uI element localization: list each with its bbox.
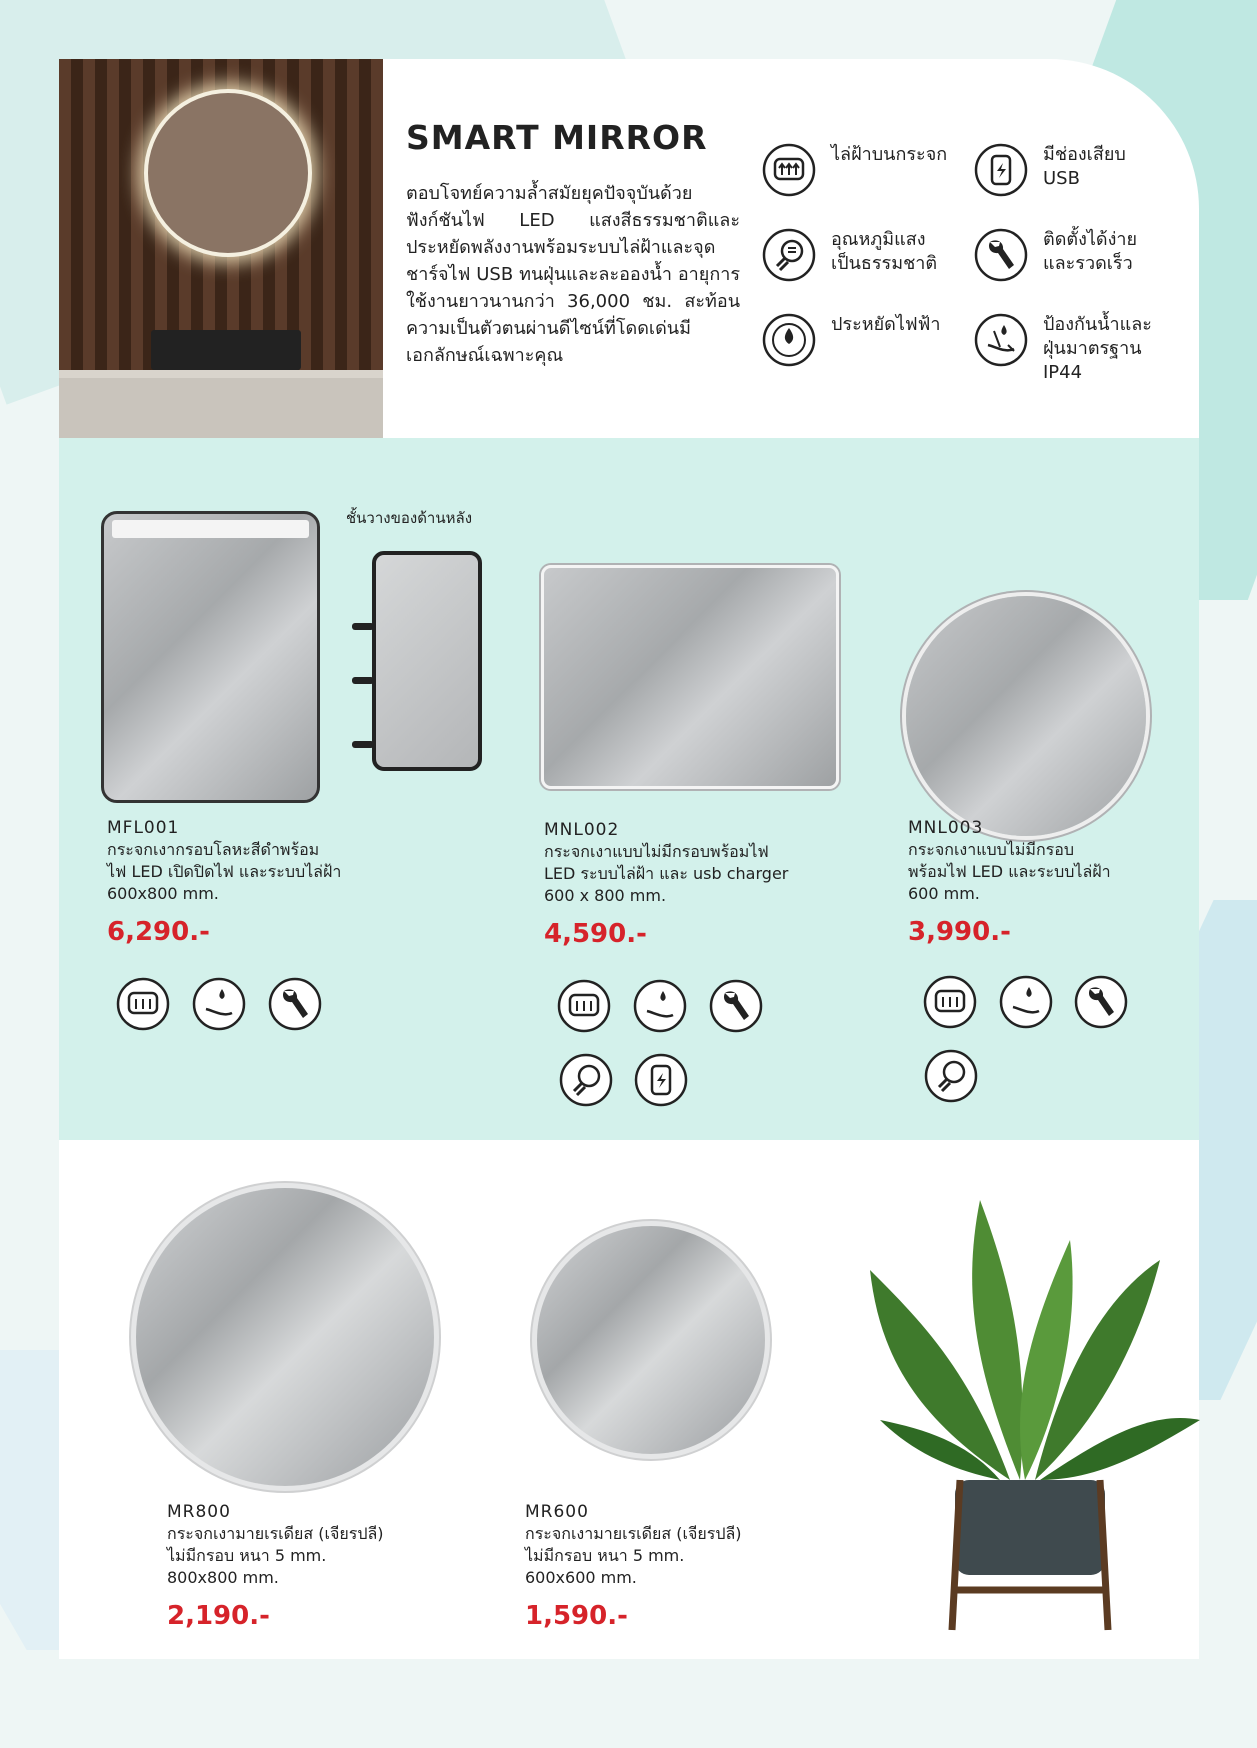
product-price: 6,290.- [107, 917, 210, 947]
usb-icon [634, 1053, 688, 1107]
product-mr600 [525, 1501, 742, 1631]
feature-label: ไล่ฝ้าบนกระจก [831, 144, 948, 165]
product-price: 4,590.- [544, 919, 647, 949]
wrench-icon [268, 977, 322, 1031]
wrench-icon [709, 979, 763, 1033]
product-code: MFL001 [107, 818, 180, 838]
product-mnl003 [908, 817, 1111, 947]
intro-text: ตอบโจทย์ความล้ำสมัยยุคปัจจุบันด้วยฟังก์ชันไฟ LED แสงสีธรรมชาติและประหยัดพลังงานพร้อมระบบไล่ฝ้าและจุดชาร์จไฟ USB ทนฝุ่นและละอองน้ำ อายุการใช้งานยาวนานกว่า 36,000 ชม. สะท้อนความเป็นตัวตนผ่านดีไซน์ที่โดดเด่นมีเอกลักษณ์เฉพาะคุณ [406, 183, 740, 366]
feature-label: ประหยัดไฟฟ้า [831, 314, 941, 335]
feature-install [974, 228, 1224, 298]
bulb-icon [924, 1049, 978, 1103]
product-desc: กระจกเงากรอบโลหะสีดำพร้อม ไฟ LED เปิดปิดไฟ และระบบไล่ฝ้า 600x800 mm. [107, 840, 342, 903]
energy-save-icon [762, 313, 816, 367]
product-price: 1,590.- [525, 1601, 628, 1631]
bulb-icon [559, 1053, 613, 1107]
page-title: SMART MIRROR [406, 118, 708, 157]
feature-waterproof [974, 313, 1224, 383]
feature-usb [974, 143, 1224, 213]
mnl002-image [541, 565, 839, 789]
product-desc: กระจกเงาแบบไม่มีกรอบ พร้อมไฟ LED และระบบไล่ฝ้า 600 mm. [908, 840, 1111, 903]
hero-mirror [144, 89, 312, 257]
mr600-image [537, 1226, 765, 1454]
bulb-icon [762, 228, 816, 282]
waterproof-icon [974, 313, 1028, 367]
product-price: 3,990.- [908, 917, 1011, 947]
product-desc: กระจกเงาแบบไม่มีกรอบพร้อมไฟ LED ระบบไล่ฝ้า และ usb charger 600 x 800 mm. [544, 842, 789, 905]
product-desc: กระจกเงามายเรเดียส (เจียรปลี) ไม่มีกรอบ หนา 5 mm. 800x800 mm. [167, 1524, 384, 1587]
defog-icon [923, 975, 977, 1029]
waterproof-icon [192, 977, 246, 1031]
feature-label: ป้องกันน้ำและ ฝุ่นมาตรฐาน IP44 [1043, 314, 1152, 383]
feature-label: ติดตั้งได้ง่าย และรวดเร็ว [1043, 229, 1138, 274]
defog-icon [116, 977, 170, 1031]
product-code: MR600 [525, 1502, 589, 1522]
product-code: MR800 [167, 1502, 231, 1522]
product-mfl001 [107, 817, 341, 947]
product-price: 2,190.- [167, 1601, 270, 1631]
defog-icon [762, 143, 816, 197]
shelf-note: ชั้นวางของด้านหลัง [346, 509, 473, 527]
potted-plant-image [860, 1180, 1200, 1640]
mfl001-side-image [372, 551, 482, 771]
product-code: MNL002 [544, 820, 620, 840]
hero-photo [59, 59, 383, 438]
hero-sink [151, 330, 301, 370]
defog-icon [557, 979, 611, 1033]
product-code: MNL003 [908, 818, 984, 838]
mnl003-image [906, 596, 1146, 836]
feature-label: มีช่องเสียบ USB [1043, 144, 1126, 189]
usb-icon [974, 143, 1028, 197]
product-desc: กระจกเงามายเรเดียส (เจียรปลี) ไม่มีกรอบ หนา 5 mm. 600x600 mm. [525, 1524, 742, 1587]
waterproof-icon [633, 979, 687, 1033]
product-mnl002 [544, 819, 788, 949]
wrench-icon [974, 228, 1028, 282]
mr800-image [136, 1188, 434, 1486]
mfl001-image [101, 511, 320, 803]
wrench-icon [1074, 975, 1128, 1029]
product-mr800 [167, 1501, 384, 1631]
feature-label: อุณหภูมิแสง เป็นธรรมชาติ [831, 229, 938, 274]
waterproof-icon [999, 975, 1053, 1029]
